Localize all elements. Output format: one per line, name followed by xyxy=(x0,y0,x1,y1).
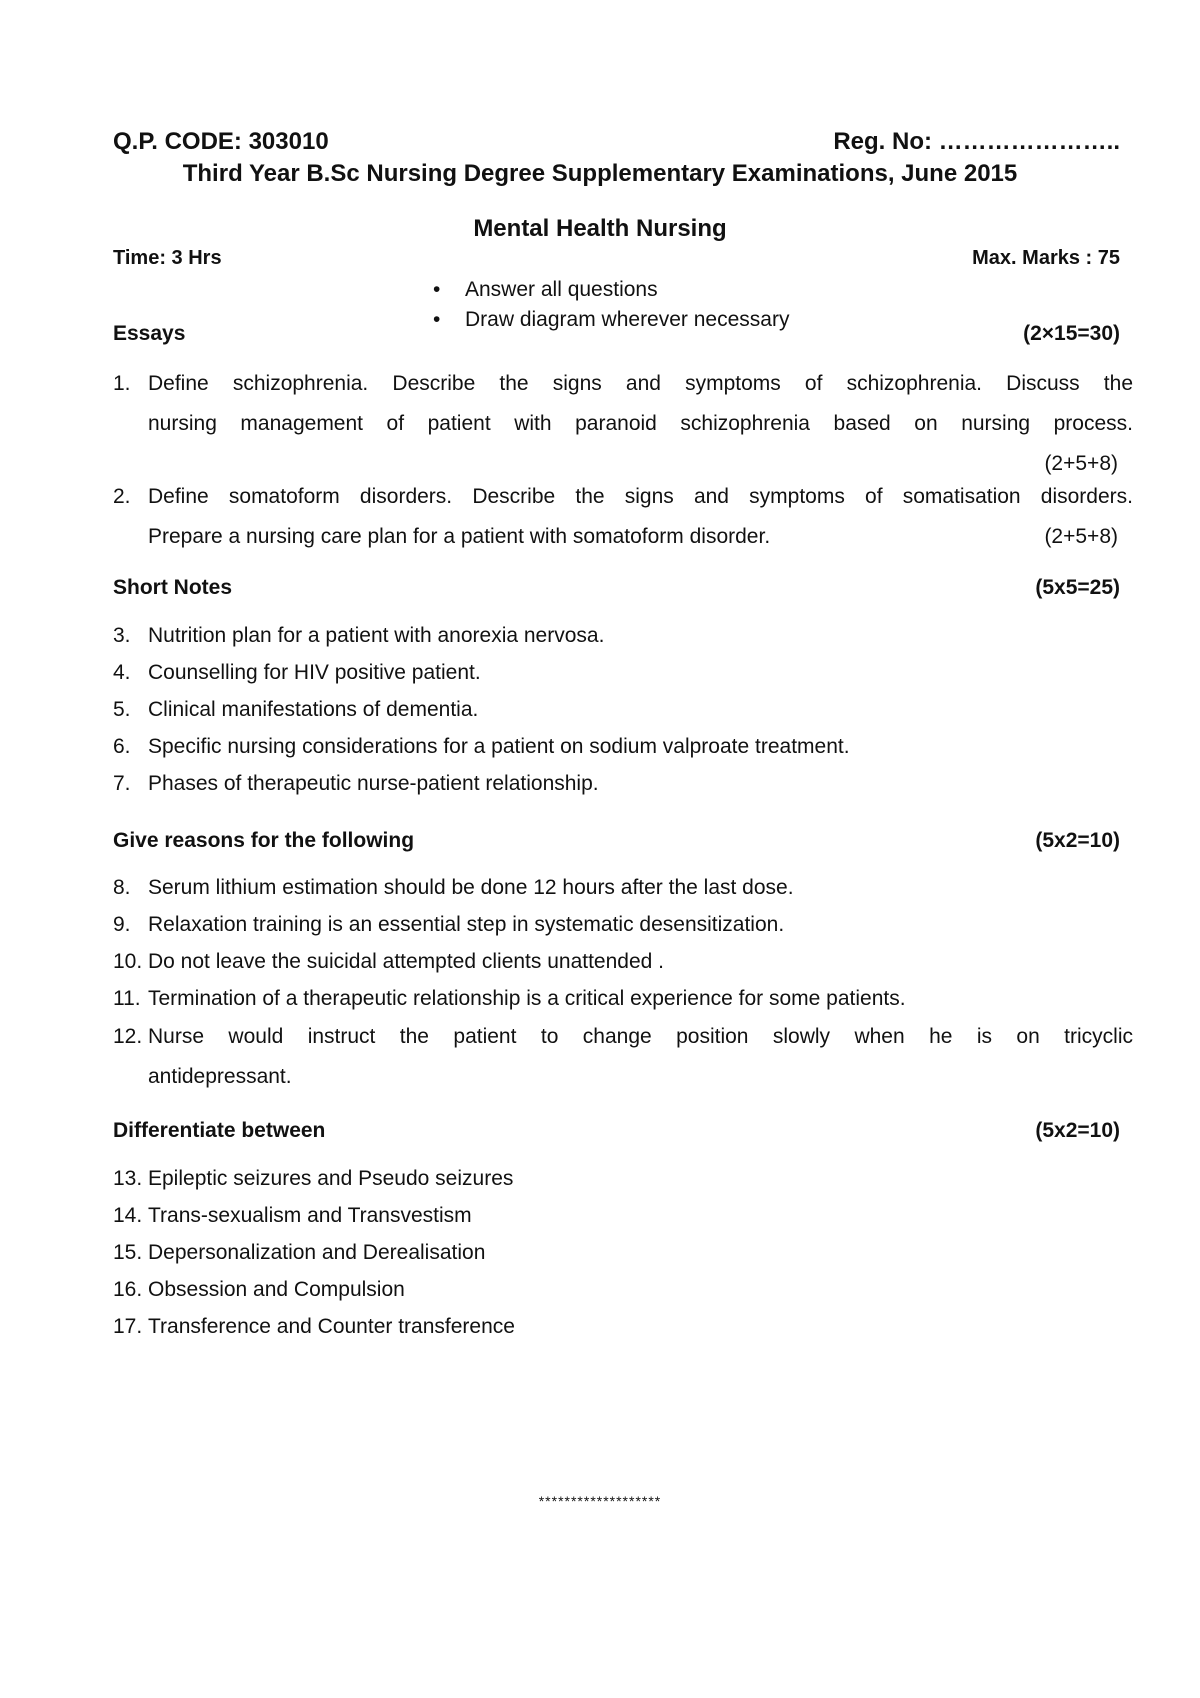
question-1 xyxy=(113,364,1133,484)
question-text: Clinical manifestations of dementia. xyxy=(148,698,479,721)
question-number: 2. xyxy=(113,485,131,508)
question-number: 12. xyxy=(113,1025,143,1048)
question-text: Specific nursing considerations for a patient on sodium valproate treatment. xyxy=(148,735,850,758)
question-text: Phases of therapeutic nurse-patient relationship. xyxy=(148,772,599,795)
question-number: 14. xyxy=(113,1204,143,1227)
question-line: Define schizophrenia. Describe the signs and symptoms of schizophrenia. Discuss the xyxy=(148,372,1133,395)
question-number: 3. xyxy=(113,624,131,647)
instruction-item: • Draw diagram wherever necessary xyxy=(433,305,789,335)
question-text: Relaxation training is an essential step in systematic desensitization. xyxy=(148,913,785,936)
meta-row xyxy=(113,247,1120,270)
section-heading-essays xyxy=(113,322,1120,346)
question-number: 15. xyxy=(113,1241,143,1264)
question-text: Do not leave the suicidal attempted clients unattended . xyxy=(148,950,664,973)
question-16 xyxy=(113,1270,1133,1310)
section-heading-differentiate xyxy=(113,1119,1120,1143)
question-number: 13. xyxy=(113,1167,143,1190)
question-number: 10. xyxy=(113,950,143,973)
question-text: Serum lithium estimation should be done 12 hours after the last dose. xyxy=(148,876,794,899)
question-text: Counselling for HIV positive patient. xyxy=(148,661,481,684)
question-line: nursing management of patient with paranoid schizophrenia based on nursing process. xyxy=(148,412,1133,435)
question-number: 6. xyxy=(113,735,131,758)
question-text xyxy=(148,1017,1133,1097)
question-line: Nurse would instruct the patient to change position slowly when he is on tricyclic xyxy=(148,1025,1133,1048)
question-text: Nutrition plan for a patient with anorexia nervosa. xyxy=(148,624,605,647)
time-label: Time: 3 Hrs xyxy=(113,247,222,269)
question-number: 7. xyxy=(113,772,131,795)
question-10 xyxy=(113,942,1133,982)
question-6 xyxy=(113,727,1133,767)
section-title: Differentiate between xyxy=(113,1119,326,1142)
question-number: 11. xyxy=(113,987,141,1010)
section-heading-short-notes xyxy=(113,576,1120,600)
question-number: 17. xyxy=(113,1315,143,1338)
question-number: 9. xyxy=(113,913,131,936)
question-number: 5. xyxy=(113,698,131,721)
question-8 xyxy=(113,868,1133,908)
instruction-item: • Answer all questions xyxy=(433,275,789,305)
question-text: Transference and Counter transference xyxy=(148,1315,515,1338)
question-text xyxy=(148,477,1133,557)
question-number: 8. xyxy=(113,876,131,899)
question-14 xyxy=(113,1196,1133,1236)
question-15 xyxy=(113,1233,1133,1273)
section-title: Short Notes xyxy=(113,576,233,599)
max-marks-label: Max. Marks : 75 xyxy=(972,247,1120,269)
question-12 xyxy=(113,1017,1133,1097)
question-text: Termination of a therapeutic relationship is a critical experience for some patients. xyxy=(148,987,906,1010)
question-4 xyxy=(113,653,1133,693)
section-marks: (5x5=25) xyxy=(1035,576,1120,599)
section-marks: (5x2=10) xyxy=(1035,1119,1120,1142)
question-text: Depersonalization and Derealisation xyxy=(148,1241,486,1264)
question-3 xyxy=(113,616,1133,656)
question-text xyxy=(148,364,1133,484)
section-marks: (5x2=10) xyxy=(1035,829,1120,852)
section-heading-reasons xyxy=(113,829,1120,853)
exam-title: Third Year B.Sc Nursing Degree Supplementary Examinations, June 2015 xyxy=(182,160,1018,187)
question-line: Define somatoform disorders. Describe the signs and symptoms of somatisation disorders. xyxy=(148,485,1133,508)
section-title: Give reasons for the following xyxy=(113,829,415,852)
question-text: Epileptic seizures and Pseudo seizures xyxy=(148,1167,514,1190)
question-17 xyxy=(113,1307,1133,1347)
reg-no: Reg. No: ………………….. xyxy=(833,128,1120,155)
question-line: Prepare a nursing care plan for a patient with somatoform disorder. xyxy=(148,525,771,548)
question-marks: (2+5+8) xyxy=(1044,525,1118,548)
question-line-with-marks xyxy=(148,517,1133,557)
question-5 xyxy=(113,690,1133,730)
question-text: Trans-sexualism and Transvestism xyxy=(148,1204,472,1227)
question-13 xyxy=(113,1159,1133,1199)
question-number: 1. xyxy=(113,372,131,395)
end-of-paper-stars: ******************* xyxy=(538,1493,662,1509)
qp-code: Q.P. CODE: 303010 xyxy=(113,128,329,155)
section-title: Essays xyxy=(113,322,186,345)
question-line: antidepressant. xyxy=(148,1065,292,1088)
section-marks: (2×15=30) xyxy=(1023,322,1120,345)
question-9 xyxy=(113,905,1133,945)
header-row xyxy=(113,128,1120,156)
question-marks: (2+5+8) xyxy=(1044,452,1118,475)
question-2 xyxy=(113,477,1133,557)
subject-title: Mental Health Nursing xyxy=(473,215,727,242)
question-7 xyxy=(113,764,1133,804)
question-text: Obsession and Compulsion xyxy=(148,1278,405,1301)
question-11 xyxy=(113,979,1133,1019)
question-number: 16. xyxy=(113,1278,143,1301)
question-number: 4. xyxy=(113,661,131,684)
